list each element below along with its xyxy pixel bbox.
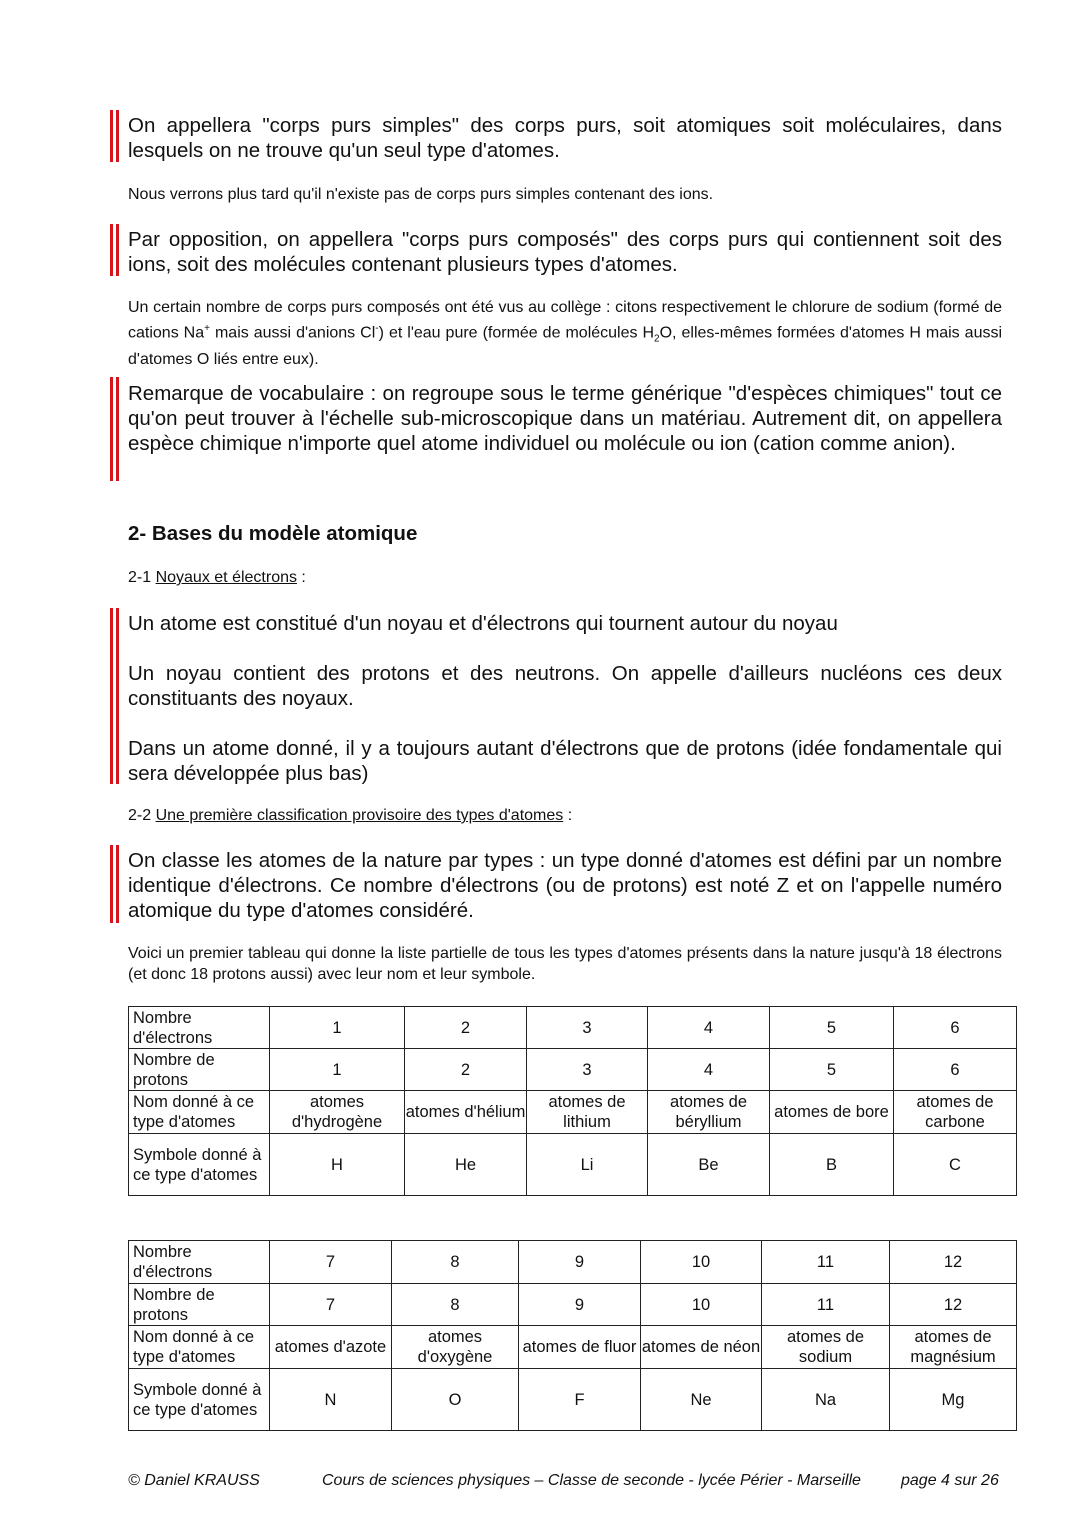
note-compound-bodies: Un certain nombre de corps purs composés ont été vus au collège : citons respectivement le chlorure de sodium (formé de cations Na+ mais aussi d'anions Cl-) et l'eau pure (formée de molécules $H_2O$, elles-mêmes formées d'atomes H mais aussi d'atomes O liés entre eux). <box>128 299 1003 368</box>
table-cell: O <box>392 1369 519 1431</box>
table-cell: 3 <box>527 1007 648 1049</box>
definition-compound-bodies: Par opposition, on appellera "corps purs composés" des corps purs qui contiennent soit des ions, soit des molécules contenant plusieurs types d'atomes. <box>128 228 1002 276</box>
vocabulary-remark: Remarque de vocabulaire : on regroupe sous le terme générique "d'espèces chimiques" tout ce qu'on peut trouver à l'échelle sub-microscopique dans un matériau. Autrement dit, on appellera espèce chimique n'importe quel atome individuel ou molécule ou ion (cation comme anion). <box>128 382 1002 455</box>
table-cell: atomes de carbone <box>894 1091 1017 1134</box>
table-cell: 10 <box>641 1241 762 1284</box>
table-cell: Mg <box>890 1369 1017 1431</box>
table-cell: 2 <box>405 1049 527 1091</box>
table-cell: H <box>270 1134 405 1196</box>
table-cell: atomes de sodium <box>762 1326 890 1369</box>
row-header-symbol: Symbole donné à ce type d'atomes <box>129 1134 270 1196</box>
table-cell: atomes d'hélium <box>405 1091 527 1134</box>
table-cell: 8 <box>392 1241 519 1284</box>
table-intro: Voici un premier tableau qui donne la liste partielle de tous les types d'atomes présents dans la nature jusqu'à 18 électrons (et donc 18 protons aussi) avec leur nom et leur symbole. <box>128 945 1002 983</box>
footer-page-number: page 4 sur 26 <box>901 1472 999 1489</box>
electron-proton-equality: Dans un atome donné, il y a toujours autant d'électrons que de protons (idée fondamentale qui sera développée plus bas) <box>128 737 1002 785</box>
table-cell: atomes de lithium <box>527 1091 648 1134</box>
table-cell: F <box>519 1369 641 1431</box>
nucleus-definition: Un noyau contient des protons et des neutrons. On appelle d'ailleurs nucléons ces deux constituants des noyaux. <box>128 662 1002 710</box>
note-simple-bodies: Nous verrons plus tard qu'il n'existe pas de corps purs simples contenant des ions. <box>128 186 714 203</box>
margin-bar <box>110 845 119 923</box>
row-header-electrons: Nombre d'électrons <box>129 1241 270 1284</box>
margin-bar <box>110 224 119 276</box>
table-cell: 7 <box>270 1241 392 1284</box>
table-cell: 9 <box>519 1241 641 1284</box>
table-cell: 1 <box>270 1049 405 1091</box>
row-header-protons: Nombre de protons <box>129 1284 270 1326</box>
subsection-2-1: 2-1 Noyaux et électrons : <box>128 569 306 586</box>
table-cell: B <box>770 1134 894 1196</box>
margin-bar <box>110 608 119 784</box>
table-cell: He <box>405 1134 527 1196</box>
table-cell: atomes d'azote <box>270 1326 392 1369</box>
subsection-2-2: 2-2 Une première classification provisoire des types d'atomes : <box>128 807 573 824</box>
table-cell: atomes de fluor <box>519 1326 641 1369</box>
table-cell: 4 <box>648 1007 770 1049</box>
table-cell: 3 <box>527 1049 648 1091</box>
table-cell: 11 <box>762 1284 890 1326</box>
table-cell: atomes d'oxygène <box>392 1326 519 1369</box>
margin-bar <box>110 110 119 162</box>
table-cell: 6 <box>894 1007 1017 1049</box>
table-cell: 6 <box>894 1049 1017 1091</box>
row-header-electrons: Nombre d'électrons <box>129 1007 270 1049</box>
table-cell: 11 <box>762 1241 890 1284</box>
table-cell: atomes de béryllium <box>648 1091 770 1134</box>
table-cell: C <box>894 1134 1017 1196</box>
table-cell: 12 <box>890 1241 1017 1284</box>
table-cell: Be <box>648 1134 770 1196</box>
table-cell: Na <box>762 1369 890 1431</box>
table-cell: Ne <box>641 1369 762 1431</box>
table-cell: atomes de magnésium <box>890 1326 1017 1369</box>
atom-definition: Un atome est constitué d'un noyau et d'électrons qui tournent autour du noyau <box>128 612 838 635</box>
table-cell: 1 <box>270 1007 405 1049</box>
table-cell: 4 <box>648 1049 770 1091</box>
table-cell: 2 <box>405 1007 527 1049</box>
section-heading: 2- Bases du modèle atomique <box>128 522 418 545</box>
table-cell: 7 <box>270 1284 392 1326</box>
table-cell: 9 <box>519 1284 641 1326</box>
table-cell: 5 <box>770 1049 894 1091</box>
margin-bar <box>110 377 119 481</box>
row-header-name: Nom donné à ce type d'atomes <box>129 1326 270 1369</box>
definition-simple-bodies: On appellera "corps purs simples" des corps purs, soit atomiques soit moléculaires, dans lesquels on ne trouve qu'un seul type d'atomes. <box>128 114 1002 162</box>
table-cell: 12 <box>890 1284 1017 1326</box>
row-header-protons: Nombre de protons <box>129 1049 270 1091</box>
table-cell: 8 <box>392 1284 519 1326</box>
table-cell: atomes d'hydrogène <box>270 1091 405 1134</box>
table-cell: 5 <box>770 1007 894 1049</box>
table-cell: 10 <box>641 1284 762 1326</box>
row-header-name: Nom donné à ce type d'atomes <box>129 1091 270 1134</box>
table-cell: atomes de bore <box>770 1091 894 1134</box>
atomic-number-definition: On classe les atomes de la nature par types : un type donné d'atomes est défini par un nombre identique d'électrons. Ce nombre d'électrons (ou de protons) est noté Z et on l'appelle numéro atomique du type d'atomes considéré. <box>128 849 1002 922</box>
table-cell: atomes de néon <box>641 1326 762 1369</box>
footer-course: Cours de sciences physiques – Classe de seconde - lycée Périer - Marseille <box>322 1472 861 1489</box>
table-cell: Li <box>527 1134 648 1196</box>
table-cell: N <box>270 1369 392 1431</box>
elements-table-2 <box>128 1240 1017 1431</box>
elements-table-1 <box>128 1006 1017 1196</box>
row-header-symbol: Symbole donné à ce type d'atomes <box>129 1369 270 1431</box>
footer-author: © Daniel KRAUSS <box>128 1472 260 1489</box>
